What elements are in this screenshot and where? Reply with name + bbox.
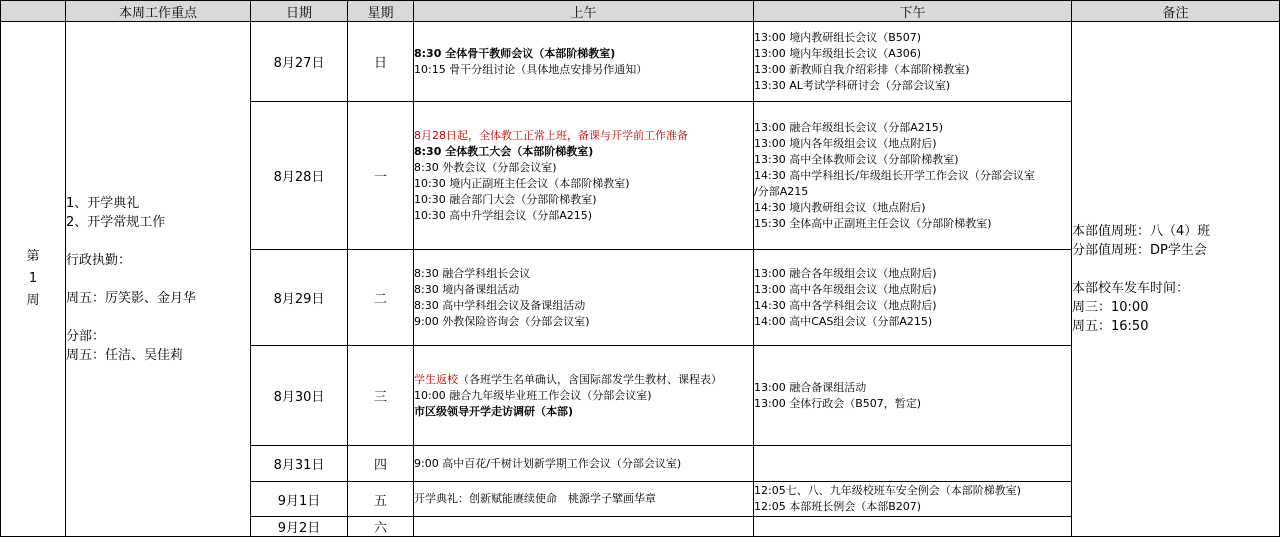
- pm-item: 13:00 全体行政会（B507，暂定): [754, 396, 922, 410]
- pm-item: 13:00 高中各年级组会议（地点附后): [754, 282, 937, 296]
- pm-cell: [754, 517, 1072, 537]
- branch-duty-title: 分部：: [66, 328, 106, 344]
- pm-cell: [754, 446, 1072, 482]
- am-cell: [414, 250, 754, 346]
- am-item: 8:30 高中学科组会议及备课组活动: [414, 298, 586, 312]
- pm-cell: [754, 250, 1072, 346]
- pm-item: 14:30 境内教研组会议（地点附后): [754, 200, 926, 214]
- date-cell: 8月29日: [251, 250, 348, 346]
- pm-item: 14:30 高中各学科组会议（地点附后): [754, 298, 937, 312]
- header-date: 日期: [251, 1, 348, 22]
- weekday-cell: 二: [348, 250, 414, 346]
- weekday-cell: 五: [348, 482, 414, 517]
- am-item: 9:00 外教保险咨询会（分部会议室): [414, 314, 590, 328]
- student-return-detail: （各班学生名单确认，含国际部发学生教材、课程表）: [458, 372, 722, 386]
- am-item: 10:00 融合九年级毕业班工作会议（分部会议室): [414, 388, 652, 402]
- date-cell: 8月31日: [251, 446, 348, 482]
- admin-duty-names: 周五：厉笑影、金月华: [66, 290, 197, 306]
- am-cell: [414, 517, 754, 537]
- am-student-return: [414, 372, 753, 388]
- weekday-cell: 日: [348, 22, 414, 102]
- pm-cell: [754, 102, 1072, 250]
- header-pm: 下午: [754, 1, 1072, 22]
- table-row: [1, 22, 1280, 102]
- focus-item: 2、开学常规工作: [66, 214, 166, 230]
- note-bus-wed: 周三：10:00: [1072, 300, 1149, 315]
- pm-item: 13:00 境内教研组长会议（B507): [754, 30, 922, 44]
- pm-item: /分部A215: [754, 184, 809, 198]
- am-cell: [414, 102, 754, 250]
- weekday-cell: 三: [348, 346, 414, 446]
- am-item: 8:30 外教会议（分部会议室): [414, 160, 557, 174]
- pm-item: 13:00 境内各年级组会议（地点附后): [754, 136, 937, 150]
- weekday-cell: 六: [348, 517, 414, 537]
- header-row: [1, 1, 1280, 22]
- focus-item: 1、开学典礼: [66, 195, 140, 211]
- am-item: 10:15 骨干分组讨论（具体地点安排另作通知）: [414, 62, 648, 76]
- header-weekday: 星期: [348, 1, 414, 22]
- weekday-cell: 四: [348, 446, 414, 482]
- am-cell: [414, 446, 754, 482]
- pm-item: 13:00 融合年级组长会议（分部A215): [754, 120, 944, 134]
- am-item: 10:30 境内正副班主任会议（本部阶梯教室): [414, 176, 630, 190]
- pm-cell: [754, 482, 1072, 517]
- am-cell: [414, 22, 754, 102]
- am-item: 10:30 高中升学组会议（分部A215): [414, 208, 593, 222]
- note-bus-title: 本部校车发车时间：: [1072, 281, 1190, 296]
- note-bus-fri: 周五：16:50: [1072, 319, 1149, 334]
- notes-cell: [1072, 22, 1280, 537]
- header-am: 上午: [414, 1, 754, 22]
- pm-item: 13:00 境内年级组长会议（A306): [754, 46, 922, 60]
- am-cell: [414, 482, 754, 517]
- pm-item: 13:00 新教师自我介绍彩排（本部阶梯教室): [754, 62, 970, 76]
- admin-duty-title: 行政执勤：: [66, 252, 132, 268]
- date-cell: 9月2日: [251, 517, 348, 537]
- date-cell: 8月28日: [251, 102, 348, 250]
- am-item: 9:00 高中百花/千树计划新学期工作会议（分部会议室): [414, 456, 682, 470]
- branch-duty-names: 周五：任洁、吴佳莉: [66, 347, 184, 363]
- pm-item: 13:30 AL考试学科研讨会（分部会议室): [754, 78, 951, 92]
- am-item: 8:30 融合学科组长会议: [414, 266, 531, 280]
- pm-item: 13:30 高中全体教师会议（分部阶梯教室): [754, 152, 959, 166]
- pm-item: 14:00 高中CAS组会议（分部A215): [754, 314, 933, 328]
- am-item: 8:30 全体教工大会（本部阶梯教室): [414, 144, 594, 158]
- am-item: 10:30 融合部门大会（分部阶梯教室): [414, 192, 597, 206]
- am-item: 8:30 境内备课组活动: [414, 282, 520, 296]
- pm-item: 12:05七、八、九年级校班车安全例会（本部阶梯教室): [754, 484, 1021, 497]
- am-cell: [414, 346, 754, 446]
- student-return-label: 学生返校: [414, 372, 458, 386]
- pm-item: 13:00 融合备课组活动: [754, 380, 867, 394]
- week-label: 第 1 周: [1, 22, 66, 537]
- pm-item: 13:00 融合各年级组会议（地点附后): [754, 266, 937, 280]
- date-cell: 9月1日: [251, 482, 348, 517]
- am-notice: 8月28日起，全体教工正常上班，备课与开学前工作准备: [414, 128, 688, 142]
- header-focus: 本周工作重点: [66, 1, 251, 22]
- am-item: 开学典礼：创新赋能赓续使命 桃源学子擘画华章: [414, 492, 656, 505]
- header-notes: 备注: [1072, 1, 1280, 22]
- pm-item: 15:30 全体高中正副班主任会议（分部阶梯教室): [754, 216, 992, 230]
- pm-cell: [754, 22, 1072, 102]
- weekday-cell: 一: [348, 102, 414, 250]
- am-item: 8:30 全体骨干教师会议（本部阶梯教室): [414, 46, 616, 60]
- weekly-focus-cell: [66, 22, 251, 537]
- header-blank: [1, 1, 66, 22]
- date-cell: 8月27日: [251, 22, 348, 102]
- note-duty-branch: 分部值周班：DP学生会: [1072, 243, 1207, 258]
- date-cell: 8月30日: [251, 346, 348, 446]
- pm-item: 14:30 高中学科组长/年级组长开学工作会议（分部会议室: [754, 168, 1035, 182]
- pm-item: 12:05 本部班长例会（本部B207): [754, 500, 922, 513]
- note-duty-main: 本部值周班：八（4）班: [1072, 224, 1211, 239]
- am-item: 市区级领导开学走访调研（本部): [414, 404, 574, 418]
- pm-cell: [754, 346, 1072, 446]
